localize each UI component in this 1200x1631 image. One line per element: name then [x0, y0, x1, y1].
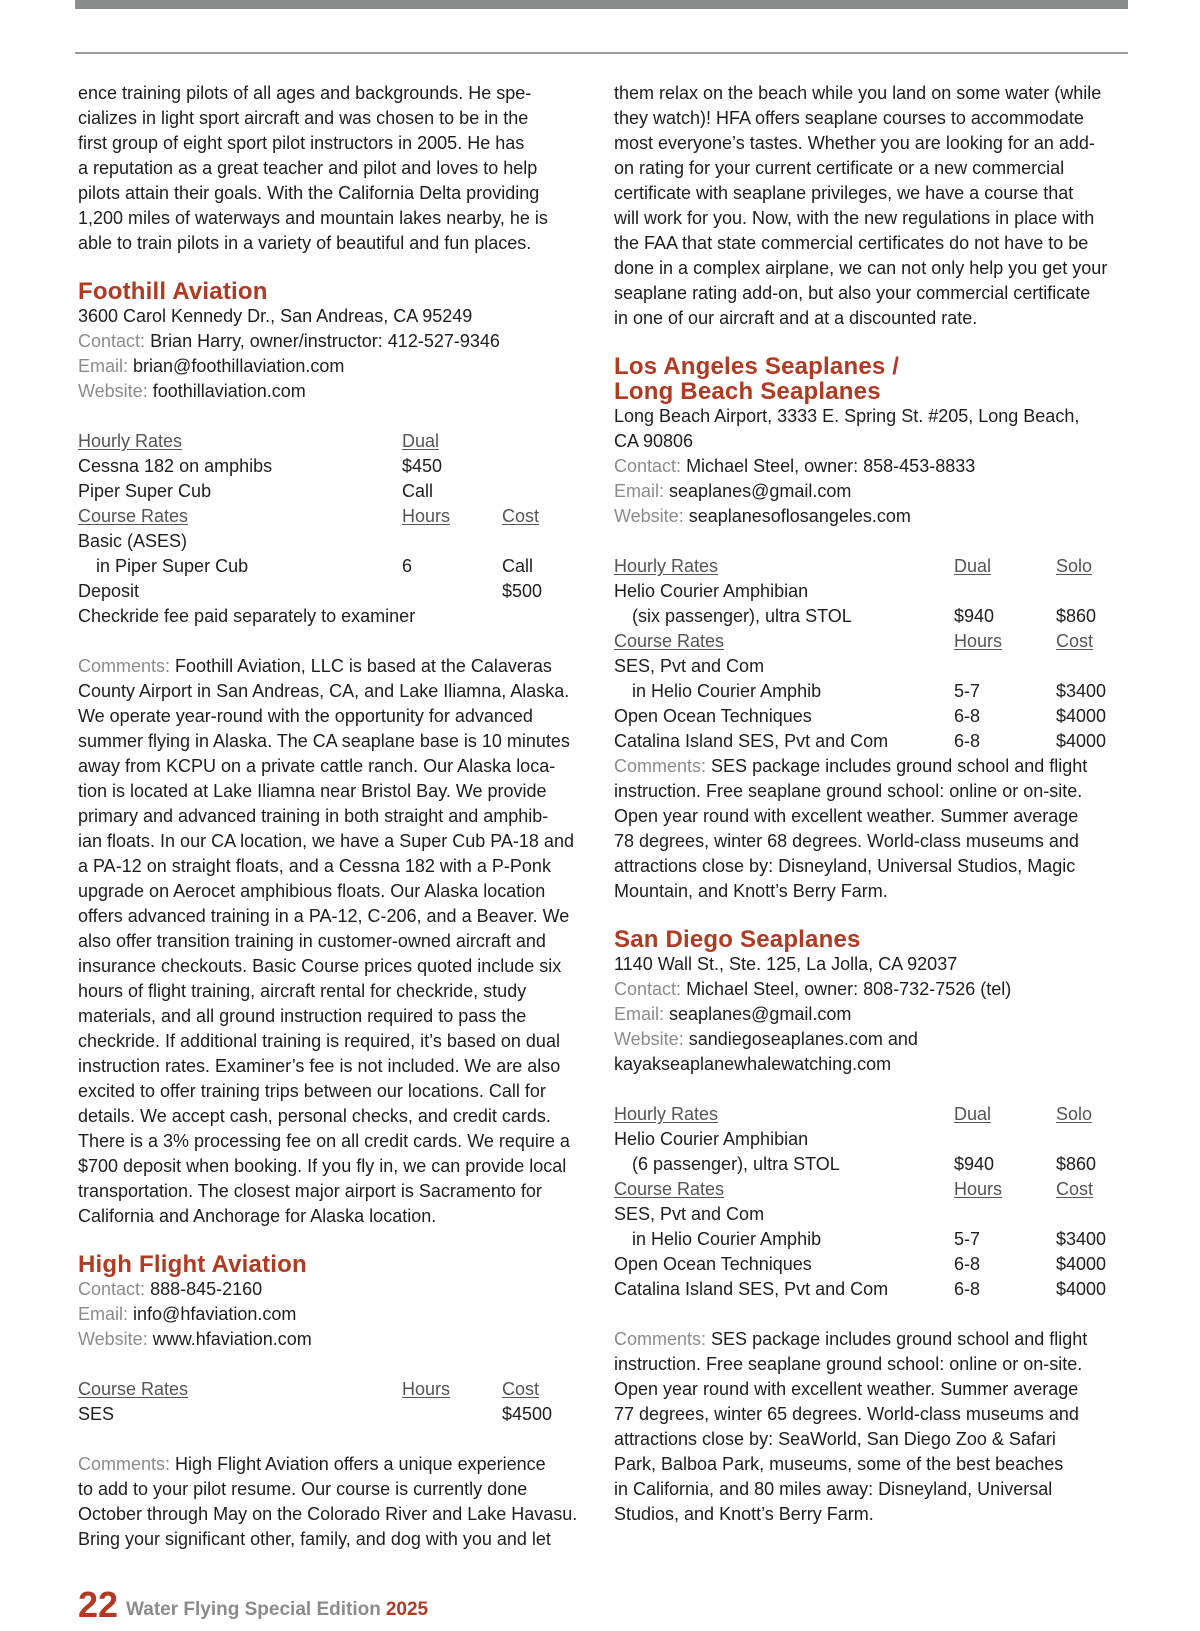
table-row: (six passenger), ultra STOL $940 $860	[632, 606, 1097, 626]
losangeles-website-link[interactable]: seaplanesoflosangeles.com	[688, 506, 911, 526]
table-row: Catalina Island SES, Pvt and Com 6-8 $4000	[614, 1279, 1107, 1299]
table-row: Basic (ASES)	[78, 531, 188, 551]
sandiego-heading: San Diego Seaplanes	[614, 926, 861, 953]
table-row: Open Ocean Techniques 6-8 $4000	[614, 706, 1107, 726]
table-row: in Helio Courier Amphib 5-7 $3400	[632, 1229, 1107, 1249]
foothill-website: Website: foothillaviation.com	[78, 381, 306, 401]
sandiego-website-link[interactable]: sandiegoseaplanes.com and	[688, 1029, 918, 1049]
top-color-bar	[75, 0, 1128, 9]
table-row: Course Rates Hours Cost	[78, 506, 540, 526]
losangeles-comments: Comments: SES package includes ground school and flight instruction. Free seaplane ground school: online or on-site. Open year round with excellent weather. Summer average 78 degrees, winter 68 degrees. World-class museums and attractions close by: Disneyland, Universal Studios, Magic Mountain, and Knott’s Berry Farm.	[614, 756, 1088, 901]
publication-title: Water Flying Special Edition	[126, 1599, 381, 1620]
foothill-email-link[interactable]: brian@foothillaviation.com	[133, 356, 345, 376]
table-row: Course Rates Hours Cost	[614, 631, 1094, 651]
top-divider-rule	[75, 52, 1128, 54]
table-row: Piper Super Cub Call	[78, 481, 434, 501]
right-column	[614, 81, 1134, 1527]
highflight-email-link[interactable]: info@hfaviation.com	[133, 1304, 297, 1324]
losangeles-contact: Contact: Michael Steel, owner: 858-453-8833	[614, 456, 976, 476]
foothill-address: 3600 Carol Kennedy Dr., San Andreas, CA 95249	[78, 306, 473, 326]
table-row: Hourly Rates Dual Solo	[614, 556, 1093, 576]
table-row: Course Rates Hours Cost	[78, 1379, 540, 1399]
table-row: Course Rates Hours Cost	[614, 1179, 1094, 1199]
highflight-contact: Contact: 888-845-2160	[78, 1279, 263, 1299]
highflight-rates-table	[78, 1377, 588, 1427]
losangeles-heading-line2: Long Beach Seaplanes	[614, 378, 881, 405]
page-number: 22	[78, 1584, 119, 1625]
losangeles-address-line1: Long Beach Airport, 3333 E. Spring St. #205, Long Beach,	[614, 406, 1080, 426]
table-row: Hourly Rates Dual	[78, 431, 440, 451]
table-row: in Helio Courier Amphib 5-7 $3400	[632, 681, 1107, 701]
table-row: Checkride fee paid separately to examiner	[78, 606, 416, 626]
highflight-website: Website: www.hfaviation.com	[78, 1329, 312, 1349]
highflight-heading: High Flight Aviation	[78, 1251, 307, 1278]
table-row: SES, Pvt and Com	[614, 1204, 765, 1224]
losangeles-email: Email: seaplanes@gmail.com	[614, 481, 852, 501]
foothill-rates-table	[78, 429, 588, 629]
sandiego-contact: Contact: Michael Steel, owner: 808-732-7526 (tel)	[614, 979, 1012, 999]
sandiego-comments: Comments: SES package includes ground school and flight instruction. Free seaplane ground school: online or on-site. Open year round with excellent weather. Summer average 77 degrees, winter 65 degrees. World-class museums and attractions close by: SeaWorld, San Diego Zoo & Safari Park, Balboa Park, museums, some of the best beaches in California, and 80 miles away: Disneyland, Universal Studios, and Knott’s Berry Farm.	[614, 1329, 1088, 1524]
sandiego-rates-table	[614, 1102, 1134, 1302]
highflight-comments: Comments: High Flight Aviation offers a unique experience to add to your pilot resume. Our course is currently done October through May on the Colorado River and Lake Havasu. Bring your significant other, family, and dog with you and let	[78, 1454, 578, 1549]
losangeles-address-line2: CA 90806	[614, 431, 694, 451]
losangeles-email-link[interactable]: seaplanes@gmail.com	[669, 481, 852, 501]
intro-paragraph: ence training pilots of all ages and backgrounds. He spe- cializes in light sport aircraft and was chosen to be in the first group of eight sport pilot instructors in 2005. He has a reputation as a great teacher and pilot and loves to help pilots attain their goals. With the California Delta providing 1,200 miles of waterways and mountain lakes nearby, he is able to train pilots in a variety of beautiful and fun places.	[78, 83, 548, 253]
table-row: Cessna 182 on amphibs $450	[78, 456, 443, 476]
sandiego-website: Website: sandiegoseaplanes.com and	[614, 1029, 918, 1049]
table-row: Helio Courier Amphibian	[614, 1129, 809, 1149]
sandiego-email-link[interactable]: seaplanes@gmail.com	[669, 1004, 852, 1024]
foothill-comments: Comments: Foothill Aviation, LLC is based at the Calaveras County Airport in San Andreas, CA, and Lake Iliamna, Alaska. We operate year-round with the opportunity for advanced summer flying in Alaska. The CA seaplane base is 10 minutes away from KCPU on a private cattle ranch. Our Alaska loca- tion is located at Lake Iliamna near Bristol Bay. We provide primary and advanced training in both straight and amphib- ian floats. In our CA location, we have a Super Cub PA-18 and a PA-12 on straight floats, and a Cessna 182 with a P-Ponk upgrade on Aerocet amphibious floats. Our Alaska location offers advanced training in a PA-12, C-206, and a Beaver. We also offer transition training in customer-owned aircraft and insurance checkouts. Basic Course prices quoted include six hours of flight training, aircraft rental for checkride, study materials, and all ground instruction required to pass the checkride. If additional training is required, it’s based on dual instruction rates. Examiner’s fee is not included. We are also excited to offer training trips between our locations. Call for details. We accept cash, personal checks, and credit cards. There is a 3% processing fee on all credit cards. We require a $700 deposit when booking. If you fly in, we can provide local transportation. The closest major airport is Sacramento for California and Anchorage for Alaska location.	[78, 656, 574, 1226]
losangeles-website: Website: seaplanesoflosangeles.com	[614, 506, 911, 526]
sandiego-address: 1140 Wall St., Ste. 125, La Jolla, CA 92037	[614, 954, 958, 974]
table-row: SES $4500	[78, 1404, 553, 1424]
losangeles-heading-line1: Los Angeles Seaplanes /	[614, 353, 900, 380]
sandiego-email: Email: seaplanes@gmail.com	[614, 1004, 852, 1024]
table-row: in Piper Super Cub 6 Call	[96, 556, 534, 576]
foothill-heading: Foothill Aviation	[78, 278, 268, 305]
highflight-comments-continued: them relax on the beach while you land on some water (while they watch)! HFA offers seaplane courses to accommodate most everyone’s tastes. Whether you are looking for an add- on rating for your current certificate or a new commercial certificate with seaplane privileges, we have a course that will work for you. Now, with the new regulations in place with the FAA that state commercial certificates do not have to be done in a complex airplane, we can not only help you get your seaplane rating add-on, but also your commercial certificate in one of our aircraft and at a discounted rate.	[614, 83, 1108, 328]
foothill-email: Email: brian@foothillaviation.com	[78, 356, 345, 376]
table-row: (6 passenger), ultra STOL $940 $860	[632, 1154, 1097, 1174]
table-row: Open Ocean Techniques 6-8 $4000	[614, 1254, 1107, 1274]
highflight-email: Email: info@hfaviation.com	[78, 1304, 297, 1324]
page-footer	[78, 1585, 428, 1625]
table-row: Helio Courier Amphibian	[614, 581, 809, 601]
table-row: SES, Pvt and Com	[614, 656, 765, 676]
highflight-website-link[interactable]: www.hfaviation.com	[152, 1329, 312, 1349]
publication-year: 2025	[385, 1599, 429, 1620]
sandiego-website-2[interactable]: kayakseaplanewhalewatching.com	[614, 1054, 892, 1074]
left-column	[78, 81, 588, 1552]
foothill-website-link[interactable]: foothillaviation.com	[152, 381, 306, 401]
table-row: Catalina Island SES, Pvt and Com 6-8 $4000	[614, 731, 1107, 751]
foothill-contact: Contact: Brian Harry, owner/instructor: 412-527-9346	[78, 331, 500, 351]
losangeles-rates-table	[614, 554, 1134, 754]
table-row: Deposit $500	[78, 581, 543, 601]
table-row: Hourly Rates Dual Solo	[614, 1104, 1093, 1124]
